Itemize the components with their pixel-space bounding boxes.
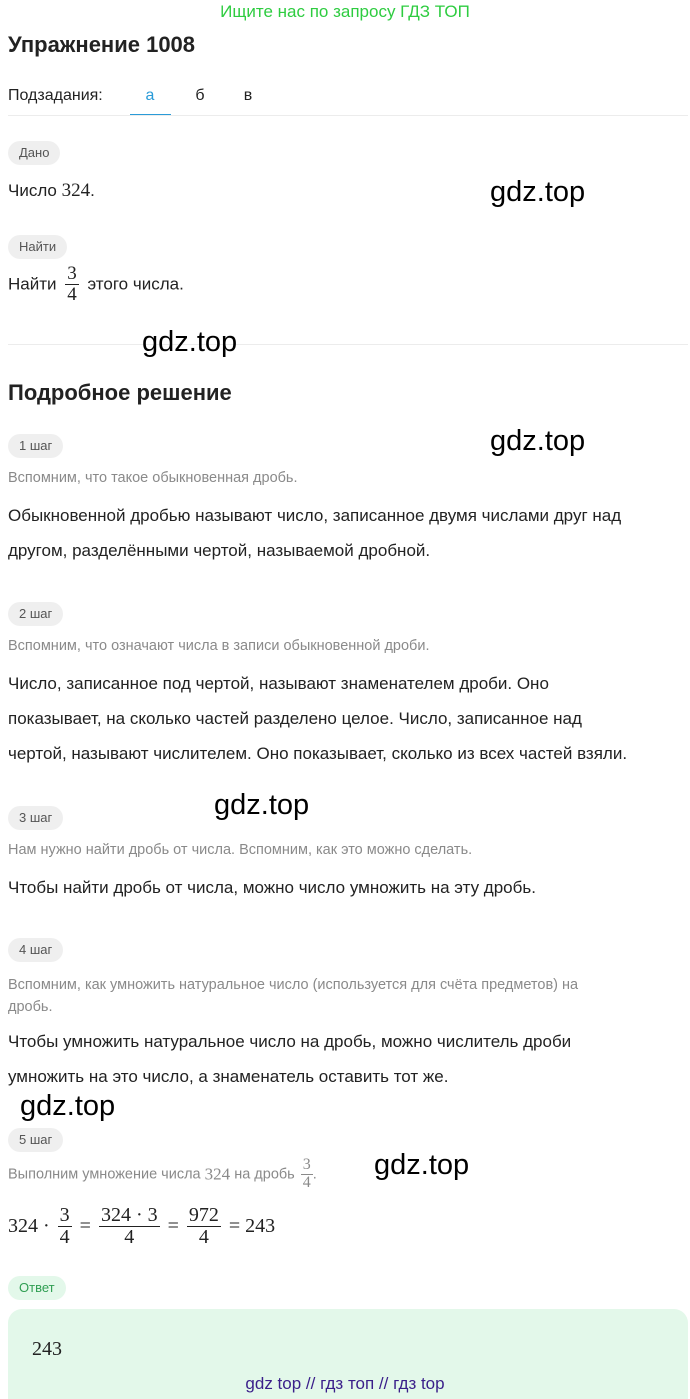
given-badge: Дано — [8, 141, 60, 165]
find-text: Найти $\frac{3}{4}$ этого числа. — [8, 263, 184, 305]
step-1-hint: Вспомним, что такое обыкновенная дробь. — [8, 470, 298, 486]
watermark: gdz.top — [490, 176, 586, 208]
step-4-hint: Вспомним, как умножить натуральное число (используется для счёта предметов) на дробь. — [8, 977, 579, 1015]
page-title: Упражнение 1008 — [8, 32, 196, 57]
step-1-badge: 1 шаг — [8, 434, 63, 458]
solution-title: Подробное решение — [8, 380, 232, 405]
watermark: gdz.top — [142, 326, 238, 358]
equation: 324 · $\frac{3}{4}$ = $\frac{324 \cdot 3}{4}$ = $\frac{972}{4}$ = 243 — [8, 1204, 276, 1248]
step-5-hint: Выполним умножение числа 324 на дробь $\frac{3}{4}$ . — [8, 1156, 317, 1191]
tab-a[interactable]: а — [145, 87, 155, 104]
step-3-hint: Нам нужно найти дробь от числа. Вспомним, как это можно сделать. — [8, 842, 473, 858]
step-2-hint: Вспомним, что означают числа в записи обыкновенной дроби. — [8, 638, 430, 654]
step-4-text: Чтобы умножить натуральное число на дробь, можно числитель дроби умножить на это число, а знаменатель оставить тот же. — [8, 1032, 572, 1086]
step-3-badge: 3 шаг — [8, 806, 63, 830]
step-4-badge: 4 шаг — [8, 938, 63, 962]
step-2-text: Число, записанное под чертой, называют знаменателем дроби. Оно показывает, на сколько частей разделено целое. Число, записанное над чертой, называют числителем. Оно показывает, сколько из всех частей взяли. — [8, 674, 628, 763]
answer-badge: Ответ — [8, 1276, 66, 1300]
tab-v[interactable]: в — [243, 87, 253, 104]
step-3-text: Чтобы найти дробь от числа, можно число умножить на эту дробь. — [8, 878, 536, 897]
step-5-badge: 5 шаг — [8, 1128, 63, 1152]
step-2-badge: 2 шаг — [8, 602, 63, 626]
footer-links[interactable]: gdz top // гдз топ // гдз top — [245, 1374, 445, 1393]
find-badge: Найти — [8, 235, 67, 259]
divider — [8, 344, 688, 345]
step-1-text: Обыкновенной дробью называют число, записанное двумя числами друг над другом, разделёнными чертой, называемой дробной. — [8, 506, 622, 560]
top-banner: Ищите нас по запросу ГДЗ ТОП — [220, 2, 470, 21]
tab-b[interactable]: б — [195, 87, 205, 104]
watermark: gdz.top — [490, 425, 586, 457]
subtasks-label: Подзадания: — [8, 87, 103, 104]
answer-value: 243 — [32, 1338, 62, 1360]
watermark: gdz.top — [214, 789, 310, 821]
find-fraction: $\frac{3}{4}$ — [67, 263, 77, 305]
given-text: Число 324. — [8, 180, 95, 201]
step-5-fraction: $\frac{3}{4}$ — [302, 1156, 311, 1191]
given-number: 324 — [61, 180, 91, 201]
watermark: gdz.top — [374, 1149, 470, 1181]
divider — [8, 115, 688, 116]
watermark: gdz.top — [20, 1090, 116, 1122]
